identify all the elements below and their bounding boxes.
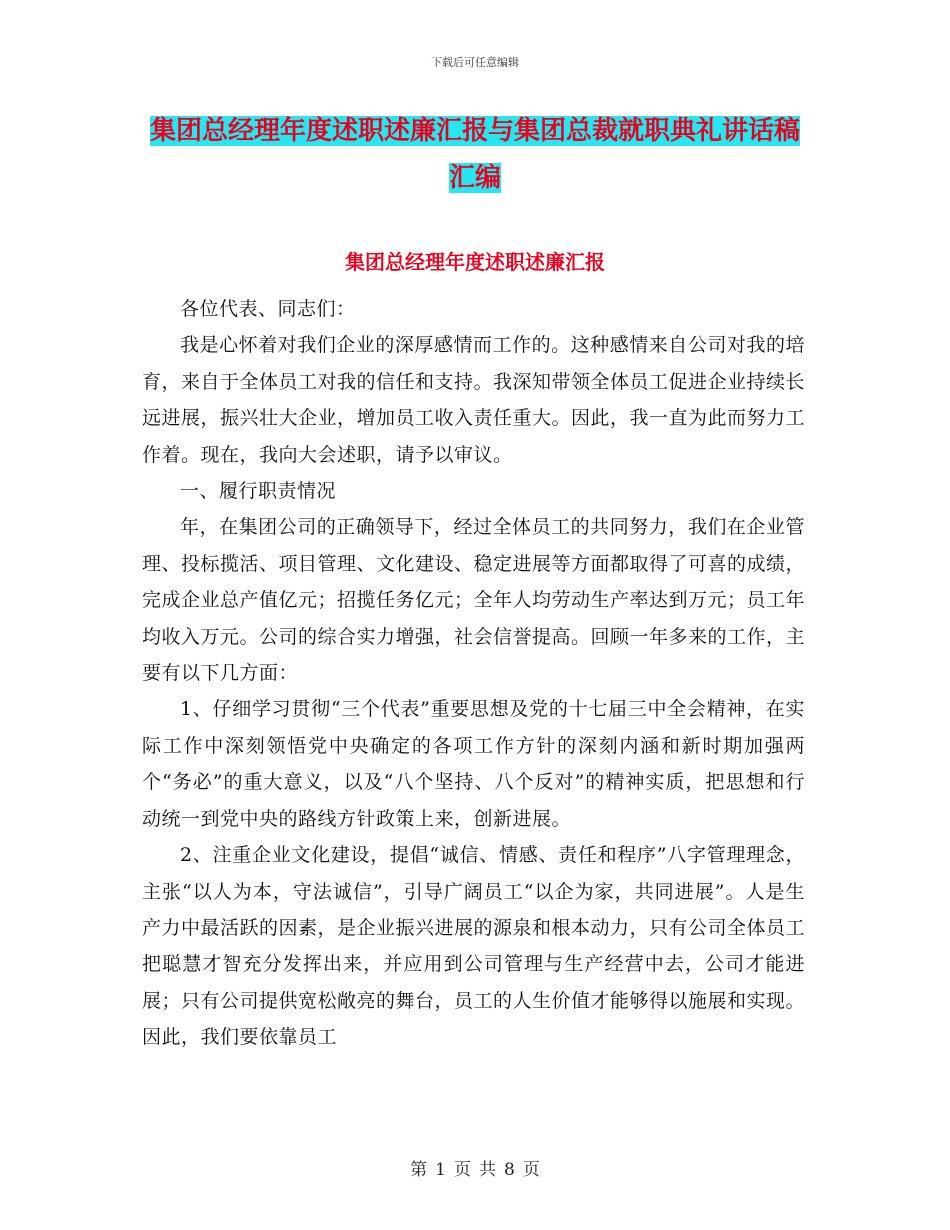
- paragraph: 年，在集团公司的正确领导下，经过全体员工的共同努力，我们在企业管理、投标揽活、项目管理、文化建设、稳定进展等方面都取得了可喜的成绩，完成企业总产值亿元；招揽任务亿元；全年人均劳动生产率达到万元；员工年均收入万元。公司的综合实力增强，社会信誉提高。回顾一年多来的工作，主要有以下几方面：: [142, 516, 806, 685]
- footer-label: 共: [479, 1160, 496, 1180]
- section-title: 集团总经理年度述职述廉汇报: [345, 250, 605, 274]
- paragraph: 我是心怀着对我们企业的深厚感情而工作的。这种感情来自公司对我的培育，来自于全体员工对我的信任和支持。我深知带领全体员工促进企业持续长远进展，振兴壮大企业，增加员工收入责任重大。因此，我一直为此而努力工作着。现在，我向大会述职，请予以审议。: [142, 334, 806, 466]
- page-total: 8: [504, 1160, 515, 1180]
- footer-label: 页: [454, 1160, 471, 1180]
- page-header-note: 下载后可任意编辑: [431, 56, 519, 69]
- document-title-block: [140, 108, 810, 202]
- paragraph: 2、注重企业文化建设，提倡“诚信、情感、责任和程序”八字管理理念，主张“以人为本，守法诚信”，引导广阔员工“以企为家，共同进展”。人是生产力中最活跃的因素，是企业振兴进展的源泉和根本动力，只有公司全体员工把聪慧才智充分发挥出来，并应用到公司管理与生产经营中去，公司才能进展；只有公司提供宽松敞亮的舞台，员工的人生价值才能够得以施展和实现。因此，我们要依靠员工: [142, 844, 806, 1049]
- paragraph-heading: 一、履行职责情况: [180, 480, 337, 503]
- footer-label: 页: [522, 1160, 540, 1180]
- footer-label: 第: [410, 1160, 428, 1180]
- paragraph: 1、仔细学习贯彻“三个代表”重要思想及党的十七届三中全会精神，在实际工作中深刻领悟党中央确定的各项工作方针的深刻内涵和新时期加强两个“务必”的重大意义，以及“八个坚持、八个反对”的精神实质，把思想和行动统一到党中央的路线方针政策上来，创新进展。: [142, 698, 805, 830]
- page-footer: [0, 1155, 950, 1180]
- document-title: 集团总经理年度述职述廉汇报与集团总裁就职典礼讲话稿汇编: [149, 116, 800, 193]
- document-body: [142, 291, 805, 1056]
- paragraph-salutation: 各位代表、同志们：: [180, 298, 356, 320]
- page-number: 1: [435, 1160, 446, 1180]
